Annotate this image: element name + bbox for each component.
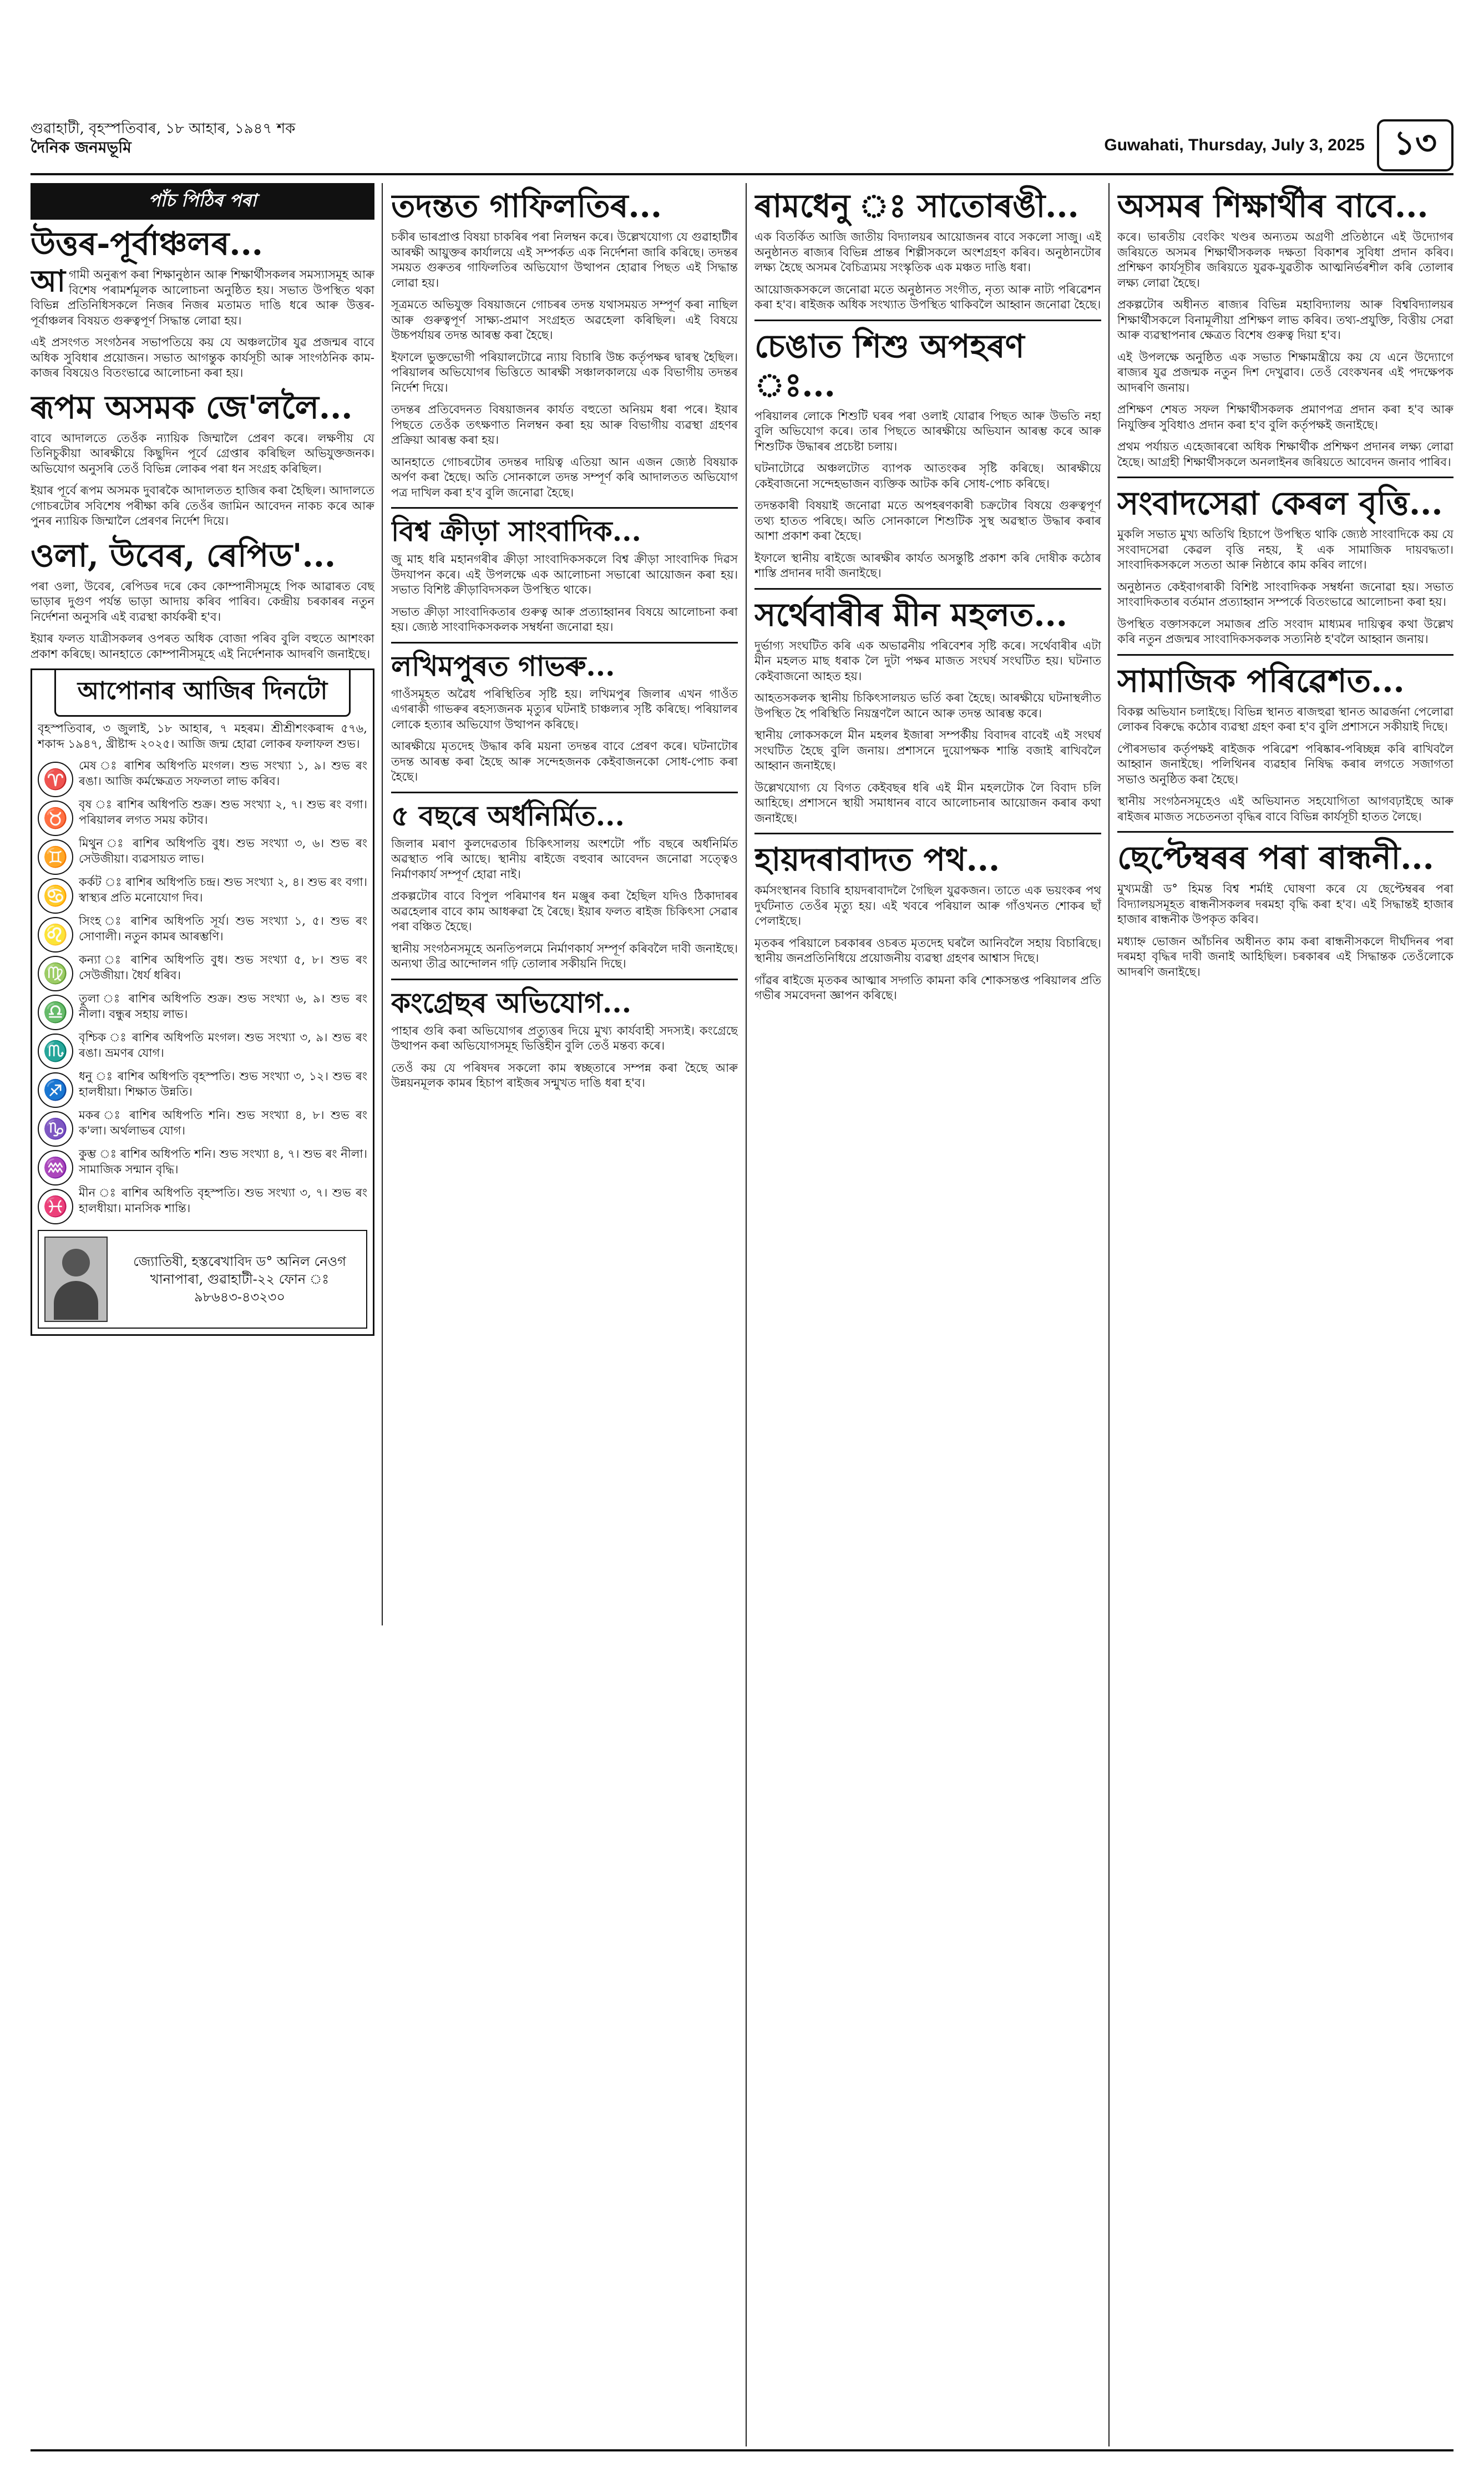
article-paragraph: স্থানীয় লোকসকলে মীন মহলৰ ইজাৰা সম্পৰ্কীয় বিবাদৰ বাবেই এই সংঘৰ্ষ সংঘটিত হৈছে বুলি জনায়। প্ৰশাসনে দুয়োপক্ষক শান্তি বজাই ৰাখিবলৈ আহ্বান জনাইছে। xyxy=(754,728,1101,772)
article-paragraph: স্থানীয় সংগঠনসমূহে অনতিপলমে নিৰ্মাণকাৰ্য সম্পূৰ্ণ কৰিবলৈ দাবী জনাইছে। অন্যথা তীব্ৰ আন্দোলন গঢ়ি তোলাৰ সকীয়নি দিছে। xyxy=(391,941,738,970)
divider xyxy=(391,507,738,509)
zodiac-text: মীন ঃ ৰাশিৰ অধিপতি বৃহস্পতি। শুভ সংখ্যা ৩, ৭। শুভ ৰং হালধীয়া। মানসিক শান্তি। xyxy=(79,1186,367,1215)
article-paragraph: এই উপলক্ষে অনুষ্ঠিত এক সভাত শিক্ষামন্ত্ৰীয়ে কয় যে এনে উদ্যোগে ৰাজ্যৰ যুৱ প্ৰজন্মক নতুন দিশ দেখুৱাব। তেওঁ বেংকখনৰ এই পদক্ষেপক আদৰণি জনায়। xyxy=(1117,350,1453,394)
article-paragraph: সভাত ক্ৰীড়া সাংবাদিকতাৰ গুৰুত্ব আৰু প্ৰত্যাহ্বানৰ বিষয়ে আলোচনা কৰা হয়। জ্যেষ্ঠ সাংবাদিকসকলক সম্বৰ্ধনা জনোৱা হয়। xyxy=(391,605,738,634)
article-paragraph: মুখ্যমন্ত্ৰী ড° হিমন্ত বিশ্ব শৰ্মাই ঘোষণা কৰে যে ছেপ্টেম্বৰৰ পৰা বিদ্যালয়সমূহত ৰান্ধনীসকলৰ দৰমহা বৃদ্ধি কৰা হ'ব। এই সিদ্ধান্তই হাজাৰ হাজাৰ ৰান্ধনীক উপকৃত কৰিব। xyxy=(1117,882,1453,926)
zodiac-text: তুলা ঃ ৰাশিৰ অধিপতি শুক্ৰ। শুভ সংখ্যা ৬, ৯। শুভ ৰং নীলা। বন্ধুৰ সহায় লাভ। xyxy=(79,992,367,1021)
divider xyxy=(754,833,1101,834)
zodiac-row xyxy=(32,1186,373,1224)
zodiac-7-icon: ♎ xyxy=(38,995,73,1030)
column-1 xyxy=(31,183,374,2446)
article-paragraph: মৃতকৰ পৰিয়ালে চৰকাৰৰ ওচৰত মৃতদেহ ঘৰলৈ আনিবলৈ সহায় বিচাৰিছে। স্থানীয় জনপ্ৰতিনিধিয়ে প্ৰয়োজনীয় ব্যৱস্থা গ্ৰহণৰ আশ্বাস দিছে। xyxy=(754,936,1101,965)
article-paragraph: মুকলি সভাত মুখ্য অতিথি হিচাপে উপস্থিত থাকি জ্যেষ্ঠ সাংবাদিকে কয় যে সংবাদসেৱা কেৱল বৃত্তি নহয়, ই এক সামাজিক দায়বদ্ধতা। সাংবাদিকসকলে সততা আৰু নিষ্ঠাৰে কাম কৰিব লাগে। xyxy=(1117,528,1453,571)
zodiac-row xyxy=(32,1108,373,1147)
zodiac-row xyxy=(32,914,373,953)
column-divider xyxy=(382,183,383,1625)
article-paragraph: বিকল্প অভিযান চলাইছে। বিভিন্ন স্থানত ৰাজহুৱা স্থানত আৱৰ্জনা পেলোৱা লোকৰ বিৰুদ্ধে কঠোৰ ব্যৱস্থা গ্ৰহণ কৰা হ'ব বুলি প্ৰশাসনে সকীয়াই দিছে। xyxy=(1117,705,1453,733)
article-paragraph: তেওঁ কয় যে পৰিষদৰ সকলো কাম স্বচ্ছতাৰে সম্পন্ন কৰা হৈছে আৰু উন্নয়নমূলক কামৰ হিচাপ ৰাইজৰ সন্মুখত দাঙি ধৰা হ'ব। xyxy=(391,1061,738,1090)
horoscope-box xyxy=(31,668,374,1336)
article-paragraph: জু মাহ ধৰি মহানগৰীৰ ক্ৰীড়া সাংবাদিকসকলে বিশ্ব ক্ৰীড়া সাংবাদিক দিৱস উদযাপন কৰে। এই উপলক্ষে এক আলোচনা সভাৰো আয়োজন কৰা হয়। সভাত বিশিষ্ট ক্ৰীড়াবিদসকল উপস্থিত থাকে। xyxy=(391,553,738,596)
article-paragraph: ইয়াৰ পূৰ্বে ৰূপম অসমক দুবাৰকৈ আদালতত হাজিৰ কৰা হৈছিল। আদালতে গোচৰটোৰ সবিশেষ পৰীক্ষা কৰি তেওঁৰ জামিন আবেদন নাকচ কৰে আৰু পুনৰ ন্যায়িক জিম্মালৈ প্ৰেৰণৰ নিৰ্দেশ দিয়ে। xyxy=(31,484,374,528)
zodiac-9-icon: ♐ xyxy=(38,1072,73,1108)
bottom-rule xyxy=(31,2449,1453,2451)
continued-kicker: পাঁচ পিঠিৰ পৰা xyxy=(31,183,374,220)
column-divider xyxy=(1108,183,1110,2446)
article-paragraph: পাহাৰ গুৰি কৰা অভিযোগৰ প্ৰত্যুত্তৰ দিয়ে মুখ্য কাৰ্যবাহী সদস্যই। কংগ্ৰেছে উত্থাপন কৰা অভিযোগসমূহ ভিত্তিহীন বুলি তেওঁ মন্তব্য কৰে। xyxy=(391,1024,738,1052)
zodiac-text: কন্যা ঃ ৰাশিৰ অধিপতি বুধ। শুভ সংখ্যা ৫, ৮। শুভ ৰং সেউজীয়া। ধৈৰ্য ধৰিব। xyxy=(79,953,367,982)
article-paragraph: তদন্তৰ প্ৰতিবেদনত বিষয়াজনৰ কাৰ্যত বহুতো অনিয়ম ধৰা পৰে। ইয়াৰ পিছতে তেওঁক তৎক্ষণাত নিলম্বন কৰা হয় আৰু বিভাগীয় ব্যৱস্থা গ্ৰহণৰ প্ৰক্ৰিয়া আৰম্ভ কৰা হয়। xyxy=(391,403,738,447)
article-paragraph: পৰিয়ালৰ লোকে শিশুটি ঘৰৰ পৰা ওলাই যোৱাৰ পিছত আৰু উভতি নহা বুলি অভিযোগ কৰে। তাৰ পিছতে আৰক্ষীয়ে অভিযান আৰম্ভ কৰে আৰু শিশুটিক উদ্ধাৰৰ প্ৰচেষ্টা চলায়। xyxy=(754,409,1101,453)
masthead-date: গুৱাহাটী, বৃহস্পতিবাৰ, ১৮ আহাৰ, ১৯৪৭ শক xyxy=(31,120,296,137)
headline: উত্তৰ-পূৰ্বাঞ্চলৰ... xyxy=(31,225,263,262)
masthead xyxy=(31,119,1453,169)
astrologer-text: জ্যোতিষী, হস্তৰেখাবিদ ড° অনিল নেওগ খানাপাৰা, গুৱাহাটী-২২ ফোন ঃ ৯৮৬৪৩-৪৩২৩০ xyxy=(133,1254,346,1305)
headline: লখিমপুৰত গাভৰু... xyxy=(391,649,615,682)
column-4 xyxy=(1117,183,1453,2446)
zodiac-4-icon: ♋ xyxy=(38,878,73,914)
zodiac-text: মেষ ঃ ৰাশিৰ অধিপতি মংগল। শুভ সংখ্যা ১, ৯। শুভ ৰং ৰঙা। আজি কৰ্মক্ষেত্ৰত সফলতা লাভ কৰিব। xyxy=(79,759,367,788)
article-paragraph: প্ৰকল্পটোৰ বাবে বিপুল পৰিমাণৰ ধন মঞ্জুৰ কৰা হৈছিল যদিও ঠিকাদাৰৰ অৱহেলাৰ বাবে কাম আধৰুৱা হৈ ৰৈছে। ইয়াৰ ফলত ৰাইজ চিকিৎসা সেৱাৰ পৰা বঞ্চিত হৈছে। xyxy=(391,889,738,933)
divider xyxy=(1117,831,1453,833)
article-paragraph: আগামী অনুৰূপ কৰা শিক্ষানুষ্ঠান আৰু শিক্ষাৰ্থীসকলৰ সমস্যাসমূহ আৰু বিশেষ পৰামৰ্শমূলক আলোচনা অনুষ্ঠিত হয়। সভাত উপস্থিত থকা বিভিন্ন প্ৰতিনিধিসকলে নিজৰ নিজৰ মতামত দাঙি ধৰে আৰু উত্তৰ-পূৰ্বাঞ্চলৰ বিষয়ত গুৰুত্বপূৰ্ণ সিদ্ধান্ত লোৱা হয়। xyxy=(31,263,374,327)
article-paragraph: স্থানীয় সংগঠনসমূহেও এই অভিযানত সহযোগিতা আগবঢ়াইছে আৰু ৰাইজৰ মাজত সচেতনতা বৃদ্ধিৰ বাবে বিভিন্ন কাৰ্যসূচী হাতত লৈছে। xyxy=(1117,794,1453,823)
zodiac-list xyxy=(32,758,373,1224)
article-paragraph: প্ৰকল্পটোৰ অধীনত ৰাজ্যৰ বিভিন্ন মহাবিদ্যালয় আৰু বিশ্ববিদ্যালয়ৰ শিক্ষাৰ্থীসকলে বিনামূলীয়া প্ৰশিক্ষণ লাভ কৰিব। তথ্য-প্ৰযুক্তি, বিত্তীয় সেৱা আৰু ব্যৱস্থাপনাৰ ক্ষেত্ৰত বিশেষ গুৰুত্ব দিয়া হ'ব। xyxy=(1117,298,1453,342)
article-paragraph: পৰা ওলা, উবেৰ, ৰেপিডৰ দৰে কেব কোম্পানীসমূহে পিক আৱাৰত বেছ ভাড়াৰ দুগুণ পৰ্যন্ত ভাড়া আদায় কৰিব পাৰিব। কেন্দ্ৰীয় চৰকাৰৰ নতুন নিৰ্দেশনা অনুসৰি এই ব্যৱস্থা কাৰ্যকৰী হ'ব। xyxy=(31,579,374,624)
divider xyxy=(1117,477,1453,478)
divider xyxy=(391,792,738,793)
article-paragraph: ঘটনাটোৱে অঞ্চলটোত ব্যাপক আতংকৰ সৃষ্টি কৰিছে। আৰক্ষীয়ে কেইবাজনো সন্দেহভাজন ব্যক্তিক আটক কৰি সোধ-পোচ কৰিছে। xyxy=(754,462,1101,490)
zodiac-11-icon: ♒ xyxy=(38,1150,73,1186)
article-paragraph: আৰক্ষীয়ে মৃতদেহ উদ্ধাৰ কৰি ময়না তদন্তৰ বাবে প্ৰেৰণ কৰে। ঘটনাটোৰ তদন্ত আৰম্ভ কৰা হৈছে আৰু সন্দেহজনক কেইবাজনকো সোধ-পোচ কৰা হৈছে। xyxy=(391,739,738,783)
page-number: ১৩ xyxy=(1377,119,1453,171)
headline: ওলা, উবেৰ, ৰেপিড'... xyxy=(31,536,336,574)
article-paragraph: অনুষ্ঠানত কেইবাগৰাকী বিশিষ্ট সাংবাদিকক সম্বৰ্ধনা জনোৱা হয়। সভাত সাংবাদিকতাৰ বৰ্তমান প্ৰত্যাহ্বান সম্পৰ্কে বিতংভাৱে আলোচনা কৰা হয়। xyxy=(1117,580,1453,609)
article-paragraph: এক বিতৰ্কিত আজি জাতীয় বিদ্যালয়ৰ আয়োজনৰ বাবে সকলো সাজু। এই অনুষ্ঠানত ৰাজ্যৰ বিভিন্ন প্ৰান্তৰ শিল্পীসকলে অংশগ্ৰহণ কৰিব। অনুষ্ঠানটোৰ লক্ষ্য হৈছে অসমৰ বৈচিত্ৰ্যময় সংস্কৃতিক এক মঞ্চত দাঙি ধৰা। xyxy=(754,230,1101,274)
horoscope-intro: বৃহস্পতিবাৰ, ৩ জুলাই, ১৮ আহাৰ, ৭ মহৰম। শ্ৰীশ্ৰীশংকৰাব্দ ৫৭৬, শকাব্দ ১৯৪৭, খ্ৰীষ্টাব্দ ২০২৫। আজি জন্ম হোৱা লোকৰ ফলাফল শুভ। xyxy=(38,722,367,751)
zodiac-6-icon: ♍ xyxy=(38,956,73,991)
article-paragraph: এই প্ৰসংগত সংগঠনৰ সভাপতিয়ে কয় যে অঞ্চলটোৰ যুৱ প্ৰজন্মৰ বাবে অধিক সুবিধাৰ প্ৰয়োজন। সভাত আগন্তুক কাৰ্যসূচী আৰু সাংগঠনিক কাম-কাজৰ বিষয়েও বিতংভাৱে আলোচনা কৰা হয়। xyxy=(31,336,374,379)
article-paragraph: জিলাৰ মৰাণ কুলদেৱতাৰ চিকিৎসালয় অংশটো পাঁচ বছৰে অৰ্ধনিৰ্মিত অৱস্থাত পৰি আছে। স্থানীয় ৰাইজে বহুবাৰ আবেদন জনোৱা সত্ত্বেও নিৰ্মাণকাৰ্য সম্পূৰ্ণ হোৱা নাই। xyxy=(391,837,738,881)
article-paragraph: উপস্থিত বক্তাসকলে সমাজৰ প্ৰতি সংবাদ মাধ্যমৰ দায়িত্বৰ কথা উল্লেখ কৰি নতুন প্ৰজন্মৰ সাংবাদিকসকলক সত্যনিষ্ঠ হ'বলৈ আহ্বান জনায়। xyxy=(1117,617,1453,646)
article-paragraph: ইয়াৰ ফলত যাত্ৰীসকলৰ ওপৰত অধিক বোজা পৰিব বুলি বহুতে আশংকা প্ৰকাশ কৰিছে। আনহাতে কোম্পানীসমূহে এই নিৰ্দেশনাক আদৰণি জনাইছে। xyxy=(31,632,374,661)
article-paragraph: কৰ্মসংস্থানৰ বিচাৰি হায়দৰাবাদলৈ গৈছিল যুৱকজন। তাতে এক ভয়ংকৰ পথ দুৰ্ঘটনাত তেওঁৰ মৃত্যু হয়। এই খবৰে পৰিয়াল আৰু গাঁওখনত শোকৰ ছাঁ পেলাইছে। xyxy=(754,884,1101,928)
headline: ৰূপম অসমক জে'ললৈ... xyxy=(31,388,353,426)
headline: ছেপ্টেম্বৰৰ পৰা ৰান্ধনী... xyxy=(1117,839,1434,877)
article-paragraph: ইফালে স্থানীয় ৰাইজে আৰক্ষীৰ কাৰ্যত অসন্তুষ্টি প্ৰকাশ কৰি দোষীক কঠোৰ শাস্তি প্ৰদানৰ দাবী জনাইছে। xyxy=(754,551,1101,580)
top-rule xyxy=(31,173,1453,175)
article-paragraph: আহতসকলক স্থানীয় চিকিৎসালয়ত ভৰ্তি কৰা হৈছে। আৰক্ষীয়ে ঘটনাস্থলীত উপস্থিত হৈ পৰিস্থিতি নিয়ন্ত্ৰণলৈ আনে আৰু তদন্ত আৰম্ভ কৰে। xyxy=(754,691,1101,720)
zodiac-text: মকৰ ঃ ৰাশিৰ অধিপতি শনি। শুভ সংখ্যা ৪, ৮। শুভ ৰং ক'লা। অৰ্থলাভৰ যোগ। xyxy=(79,1108,367,1137)
zodiac-text: কুম্ভ ঃ ৰাশিৰ অধিপতি শনি। শুভ সংখ্যা ৪, ৭। শুভ ৰং নীলা। সামাজিক সন্মান বৃদ্ধি। xyxy=(79,1147,367,1176)
article-paragraph: ইফালে ভুক্তভোগী পৰিয়ালটোৱে ন্যায় বিচাৰি উচ্চ কৰ্তৃপক্ষৰ দ্বাৰস্থ হৈছিল। পৰিয়ালৰ অভিযোগৰ ভিত্তিতে আৰক্ষী সঞ্চালকালয়ে এক বিভাগীয় তদন্তৰ নিৰ্দেশ দিয়ে। xyxy=(391,350,738,394)
article-paragraph: উল্লেখযোগ্য যে বিগত কেইবছৰ ধৰি এই মীন মহলটোক লৈ বিবাদ চলি আহিছে। প্ৰশাসনে স্থায়ী সমাধানৰ বাবে আলোচনাৰ আয়োজন কৰাৰ কথা জনাইছে। xyxy=(754,781,1101,825)
divider xyxy=(1117,654,1453,656)
article-paragraph: গাঁৱৰ ৰাইজে মৃতকৰ আত্মাৰ সদ্গতি কামনা কৰি শোকসন্তপ্ত পৰিয়ালৰ প্ৰতি গভীৰ সমবেদনা জ্ঞাপন কৰিছে। xyxy=(754,973,1101,1002)
zodiac-text: ধনু ঃ ৰাশিৰ অধিপতি বৃহস্পতি। শুভ সংখ্যা ৩, ১২। শুভ ৰং হালধীয়া। শিক্ষাত উন্নতি। xyxy=(79,1070,367,1098)
article-paragraph: আনহাতে গোচৰটোৰ তদন্তৰ দায়িত্ব এতিয়া আন এজন জ্যেষ্ঠ বিষয়াক অৰ্পণ কৰা হৈছে। অতি সোনকালে তদন্ত সম্পূৰ্ণ কৰি আদালতত অভিযোগ পত্ৰ দাখিল কৰা হ'ব বুলি জনোৱা হৈছে। xyxy=(391,455,738,499)
masthead-left xyxy=(31,119,295,157)
zodiac-row xyxy=(32,953,373,991)
column-3 xyxy=(754,183,1101,2446)
zodiac-3-icon: ♊ xyxy=(38,839,73,875)
column-divider xyxy=(746,183,747,2446)
zodiac-10-icon: ♑ xyxy=(38,1111,73,1147)
article-paragraph: পৌৰসভাৰ কৰ্তৃপক্ষই ৰাইজক পৰিৱেশ পৰিষ্কাৰ-পৰিচ্ছন্ন কৰি ৰাখিবলৈ আহ্বান জনাইছে। পলিথিনৰ ব্যৱহাৰ নিষিদ্ধ কৰাৰ লগতে সজাগতা সভাও অনুষ্ঠিত কৰা হৈছে। xyxy=(1117,742,1453,786)
headline: অসমৰ শিক্ষাৰ্থীৰ বাবে... xyxy=(1117,187,1429,225)
divider xyxy=(391,979,738,980)
zodiac-row xyxy=(32,1069,373,1108)
zodiac-text: কৰ্কট ঃ ৰাশিৰ অধিপতি চন্দ্ৰ। শুভ সংখ্যা ২, ৪। শুভ ৰং বগা। স্বাস্থ্যৰ প্ৰতি মনোযোগ দিব। xyxy=(79,875,367,904)
zodiac-row xyxy=(32,797,373,836)
headline: চেঙাত শিশু অপহৰণ ঃ... xyxy=(754,327,1025,404)
zodiac-row xyxy=(32,1030,373,1069)
zodiac-row xyxy=(32,991,373,1030)
zodiac-12-icon: ♓ xyxy=(38,1189,73,1224)
masthead-english-date: Guwahati, Thursday, July 3, 2025 xyxy=(1104,136,1365,154)
zodiac-row xyxy=(32,1147,373,1186)
headline: ৰামধেনু ঃ সাতোৰঙী... xyxy=(754,187,1079,225)
zodiac-1-icon: ♈ xyxy=(38,762,73,797)
headline: সামাজিক পৰিৱেশত... xyxy=(1117,661,1405,700)
article-paragraph: তদন্তকাৰী বিষয়াই জনোৱা মতে অপহৰণকাৰী চক্ৰটোৰ বিষয়ে গুৰুত্বপূৰ্ণ তথ্য হাতত পৰিছে। অতি সোনকালে শিশুটিক সুস্থ অৱস্থাত উদ্ধাৰ কৰাৰ আশা প্ৰকাশ কৰা হৈছে। xyxy=(754,499,1101,543)
astrologer-photo xyxy=(44,1237,108,1322)
zodiac-2-icon: ♉ xyxy=(38,801,73,836)
divider xyxy=(391,642,738,644)
zodiac-text: মিথুন ঃ ৰাশিৰ অধিপতি বুধ। শুভ সংখ্যা ৩, ৬। শুভ ৰং সেউজীয়া। ব্যৱসায়ত লাভ। xyxy=(79,837,367,865)
article-paragraph: সূত্ৰমতে অভিযুক্ত বিষয়াজনে গোচৰৰ তদন্ত যথাসময়ত সম্পূৰ্ণ কৰা নাছিল আৰু গুৰুত্বপূৰ্ণ সাক্ষ্য-প্ৰমাণ সংগ্ৰহত অৱহেলা কৰিছিল। এই বিষয়ে উচ্চপৰ্যায়ৰ তদন্ত আৰম্ভ কৰা হৈছে। xyxy=(391,298,738,342)
horoscope-title: আপোনাৰ আজিৰ দিনটো xyxy=(54,668,351,717)
article-paragraph: আয়োজকসকলে জনোৱা মতে অনুষ্ঠানত সংগীত, নৃত্য আৰু নাট্য পৰিৱেশন কৰা হ'ব। ৰাইজক অধিক সংখ্যাত উপস্থিত থাকিবলৈ আহ্বান জনোৱা হৈছে। xyxy=(754,282,1101,311)
headline: কংগ্ৰেছৰ অভিযোগ... xyxy=(391,986,632,1019)
article-paragraph: বাবে আদালতে তেওঁক ন্যায়িক জিম্মালৈ প্ৰেৰণ কৰে। লক্ষণীয় যে তিনিচুকীয়া আৰক্ষীয়ে কিছুদিন পূৰ্বে গ্ৰেপ্তাৰ কৰিছিল অভিযুক্তজনক। অভিযোগ অনুসৰি তেওঁ বিভিন্ন লোকৰ পৰা ধন সংগ্ৰহ কৰিছিল। xyxy=(31,431,374,475)
headline: তদন্তত গাফিলতিৰ... xyxy=(391,187,662,225)
article-paragraph: প্ৰশিক্ষণ শেষত সফল শিক্ষাৰ্থীসকলক প্ৰমাণপত্ৰ প্ৰদান কৰা হ'ব আৰু নিযুক্তিৰ সুবিধাও প্ৰদান কৰা হ'ব বুলি কৰ্তৃপক্ষই জনাইছে। xyxy=(1117,403,1453,432)
zodiac-text: বৃষ ঃ ৰাশিৰ অধিপতি শুক্ৰ। শুভ সংখ্যা ২, ৭। শুভ ৰং বগা। পৰিয়ালৰ লগত সময় কটাব। xyxy=(79,798,367,827)
article-paragraph: মধ্যাহ্ন ভোজন আঁচনিৰ অধীনত কাম কৰা ৰান্ধনীসকলে দীৰ্ঘদিনৰ পৰা দৰমহা বৃদ্ধিৰ দাবী জনাই আহিছিল। চৰকাৰৰ এই সিদ্ধান্তক তেওঁলোকে আদৰণি জনাইছে। xyxy=(1117,934,1453,979)
headline: বিশ্ব ক্ৰীড়া সাংবাদিক... xyxy=(391,515,641,548)
zodiac-row xyxy=(32,836,373,875)
zodiac-5-icon: ♌ xyxy=(38,917,73,953)
astrologer-credit xyxy=(38,1230,367,1329)
article-paragraph: চকীৰ ভাৰপ্ৰাপ্ত বিষয়া চাকৰিৰ পৰা নিলম্বন কৰে। উল্লেখযোগ্য যে গুৱাহাটীৰ আৰক্ষী আয়ুক্তৰ কাৰ্যালয়ে এই সম্পৰ্কত এক নিৰ্দেশনা জাৰি কৰিছে। তদন্তৰ সময়ত গুৰুতৰ গাফিলতিৰ অভিযোগ উত্থাপন হোৱাৰ পিছত এই সিদ্ধান্ত লোৱা হয়। xyxy=(391,230,738,290)
zodiac-text: বৃশ্চিক ঃ ৰাশিৰ অধিপতি মংগল। শুভ সংখ্যা ৩, ৯। শুভ ৰং ৰঙা। ভ্ৰমণৰ যোগ। xyxy=(79,1031,367,1060)
headline: সৰ্থেবাৰীৰ মীন মহলত... xyxy=(754,595,1067,634)
paper-name: দৈনিক জনমভূমি xyxy=(31,138,131,156)
headline: ৫ বছৰে অৰ্ধনিৰ্মিত... xyxy=(391,799,625,832)
zodiac-row xyxy=(32,875,373,914)
article-paragraph: কৰে। ভাৰতীয় বেংকিং খণ্ডৰ অন্যতম অগ্ৰণী প্ৰতিষ্ঠানে এই উদ্যোগৰ জৰিয়তে অসমৰ শিক্ষাৰ্থীসকলক দক্ষতা বিকাশৰ সুবিধা প্ৰদান কৰিব। প্ৰশিক্ষণ কাৰ্যসূচীৰ জৰিয়তে যুৱক-যুৱতীক আত্মনিৰ্ভৰশীল কৰি তোলাৰ লক্ষ্য লোৱা হৈছে। xyxy=(1117,230,1453,290)
headline: সংবাদসেৱা কেৰল বৃত্তি... xyxy=(1117,484,1443,522)
divider xyxy=(754,588,1101,590)
article-paragraph: গাওঁসমূহত অৱৈধ পৰিস্থিতিৰ সৃষ্টি হয়। লখিমপুৰ জিলাৰ এখন গাওঁত এগৰাকী গাভৰুৰ ৰহস্যজনক মৃত্যুৰ ঘটনাই চাঞ্চল্যৰ সৃষ্টি কৰিছে। পৰিয়ালৰ লোকে হত্যাৰ অভিযোগ উত্থাপন কৰিছে। xyxy=(391,687,738,731)
divider xyxy=(754,320,1101,321)
article-paragraph: প্ৰথম পৰ্যায়ত এহেজাৰৰো অধিক শিক্ষাৰ্থীক প্ৰশিক্ষণ প্ৰদানৰ লক্ষ্য লোৱা হৈছে। আগ্ৰহী শিক্ষাৰ্থীসকলে অনলাইনৰ জৰিয়তে আবেদন জনাব পাৰিব। xyxy=(1117,440,1453,469)
article-paragraph: দুৰ্ভাগ্য সংঘটিত কৰি এক অভাৱনীয় পৰিবেশৰ সৃষ্টি কৰে। সৰ্থেবাৰীৰ এটা মীন মহলত মাছ ধৰাক লৈ দুটা পক্ষৰ মাজত সংঘৰ্ষ সংঘটিত হয়। ঘটনাত কেইবাজনো আহত হয়। xyxy=(754,639,1101,683)
zodiac-8-icon: ♏ xyxy=(38,1034,73,1069)
column-2 xyxy=(391,183,738,2446)
headline: হায়দৰাবাদত পথ... xyxy=(754,840,1000,878)
zodiac-text: সিংহ ঃ ৰাশিৰ অধিপতি সূৰ্য। শুভ সংখ্যা ১, ৫। শুভ ৰং সোণালী। নতুন কামৰ আৰম্ভণি। xyxy=(79,914,367,943)
zodiac-row xyxy=(32,758,373,797)
